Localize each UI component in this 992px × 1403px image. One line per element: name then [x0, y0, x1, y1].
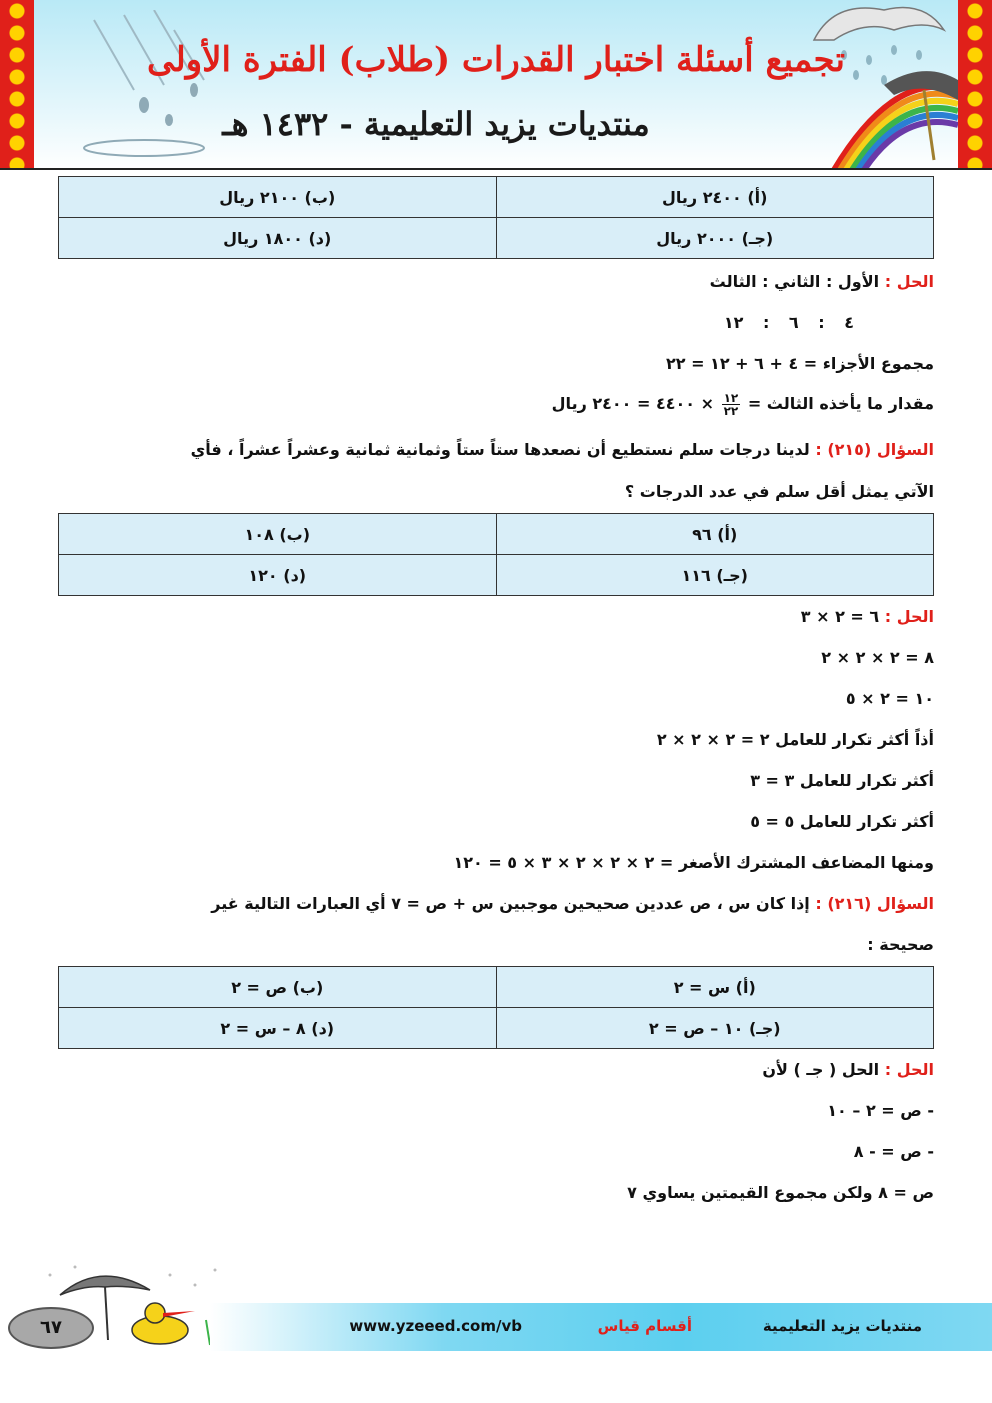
question-216	[58, 893, 934, 915]
header-divider	[0, 168, 992, 170]
banner-subtitle: منتديات يزيد التعليمية - ١٤٣٢ هـ	[222, 105, 650, 143]
solution-line	[58, 606, 934, 628]
solution-label: الحل :	[884, 607, 934, 626]
solution-step: - ص = - ٨	[853, 1142, 934, 1161]
footer-bar	[210, 1303, 992, 1351]
solution-line	[58, 1059, 934, 1081]
solution-sum: مجموع الأجزاء = ٤ + ٦ + ١٢ = ٢٢	[665, 354, 934, 373]
fraction	[722, 392, 741, 417]
option-a: (أ) ٩٦	[496, 514, 934, 555]
decorative-border-left	[0, 0, 34, 170]
solution-step: أذاً أكثر تكرار للعامل ٢ = ٢ × ٢ × ٢	[656, 730, 934, 749]
options-table	[58, 176, 934, 259]
banner-background	[34, 0, 958, 170]
solution-ratio: ٤ : ٦ : ١٢	[723, 313, 854, 332]
solution-text: ٦ = ٢ × ٣	[800, 607, 880, 626]
question-text-cont: الآتي يمثل أقل سلم في عدد الدرجات ؟	[624, 482, 934, 501]
option-d: (د) ١٢٠	[59, 555, 497, 596]
question-label: السؤال (٢١٦) :	[815, 894, 934, 913]
option-b: (ب) ٢١٠٠ ريال	[59, 177, 497, 218]
header-banner	[0, 0, 992, 170]
question-215	[58, 439, 934, 461]
option-b: (ب) ص = ٢	[59, 967, 497, 1008]
option-b: (ب) ١٠٨	[59, 514, 497, 555]
solution-label: الحل :	[884, 1060, 934, 1079]
option-a: (أ) س = ٢	[496, 967, 934, 1008]
option-c: (جـ) ١٠ – ص = ٢	[496, 1008, 934, 1049]
footer-forum-name: منتديات يزيد التعليمية	[762, 1317, 922, 1335]
option-a: (أ) ٢٤٠٠ ريال	[496, 177, 934, 218]
solution-step: ومنها المضاعف المشترك الأصغر = ٢ × ٢ × ٢ × ٣ × ٥ = ١٢٠	[453, 853, 934, 872]
page-number: ٦٧	[8, 1307, 94, 1349]
solution-step: أكثر تكرار للعامل ٣ = ٣	[750, 771, 934, 790]
share-prefix: مقدار ما يأخذه الثالث =	[747, 394, 934, 413]
solution-text: الحل ( جـ ) لأن	[762, 1060, 880, 1079]
question-text: لدينا درجات سلم نستطيع أن نصعدها ستاً ستاً وثمانية ثمانية وعشراً عشراً ، فأي	[190, 440, 810, 459]
option-c: (جـ) ٢٠٠٠ ريال	[496, 218, 934, 259]
question-text-cont: صحيحة :	[867, 935, 934, 954]
share-suffix: × ٤٤٠٠ = ٢٤٠٠ ريال	[551, 394, 715, 413]
option-c: (جـ) ١١٦	[496, 555, 934, 596]
fraction-denominator: ٢٢	[723, 404, 739, 418]
option-d: (د) ٨ – س = ٢	[59, 1008, 497, 1049]
decorative-border-right	[958, 0, 992, 170]
question-label: السؤال (٢١٥) :	[815, 440, 934, 459]
question-text: إذا كان س ، ص عددين صحيحين موجبين س + ص = ٧ أي العبارات التالية غير	[211, 894, 810, 913]
solution-step: ٨ = ٢ × ٢ × ٢	[821, 648, 934, 667]
solution-step: أكثر تكرار للعامل ٥ = ٥	[750, 812, 934, 831]
umbrella-rainbow-icon	[774, 0, 958, 170]
page-content	[58, 176, 934, 1204]
banner-title: تجميع أسئلة اختبار القدرات (طلاب) الفترة الأولى	[147, 40, 845, 80]
option-d: (د) ١٨٠٠ ريال	[59, 218, 497, 259]
footer-url[interactable]: www.yzeeed.com/vb	[349, 1317, 522, 1335]
solution-share	[58, 392, 934, 417]
fraction-numerator: ١٢	[723, 391, 739, 405]
solution-line	[58, 271, 934, 293]
footer-section: أقسام قياس	[597, 1317, 692, 1335]
solution-step: - ص = ٢ – ١٠	[827, 1101, 934, 1120]
solution-step: ١٠ = ٢ × ٥	[845, 689, 934, 708]
solution-label: الحل :	[884, 272, 934, 291]
solution-step: ص = ٨ ولكن مجموع القيمتين يساوي ٧	[627, 1183, 934, 1202]
solution-text: الأول : الثاني : الثالث	[709, 272, 880, 291]
options-table	[58, 513, 934, 596]
options-table	[58, 966, 934, 1049]
